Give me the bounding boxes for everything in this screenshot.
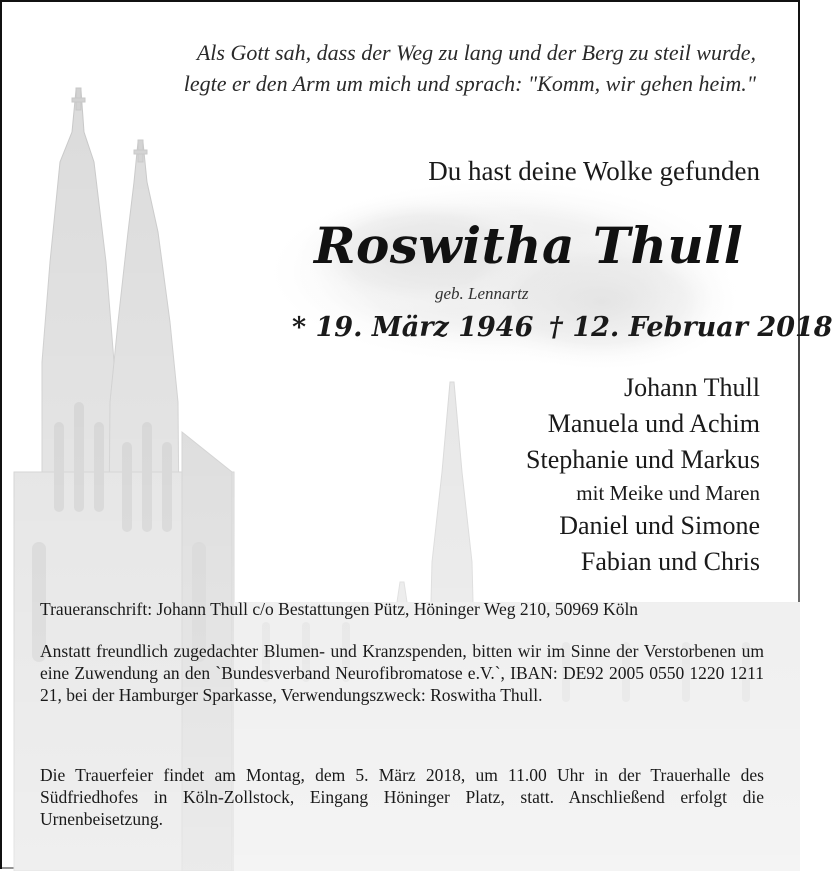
birth-date: * 19. März 1946 <box>292 312 534 343</box>
survivor-line: mit Meike und Maren <box>576 481 760 505</box>
survivor-line: Stephanie und Markus <box>526 445 760 474</box>
quote-line-2: legte er den Arm um mich und sprach: "Komm, wir gehen heim." <box>183 71 756 96</box>
survivor-line: Johann Thull <box>623 373 760 402</box>
survivor-line: Manuela und Achim <box>547 409 760 438</box>
donation-paragraph: Anstatt freundlich zugedachter Blumen- und Kranzspenden, bitten wir im Sinne der Verstorbenen um eine Zuwendung an den `Bundesverband Neurofibromatose e.V.`, IBAN: DE92 2005 0550 1220 1211 21, bei der Hamburger Sparkasse, Verwendungszweck: Roswitha Thull. <box>40 641 764 705</box>
maiden-name: geb. Lennartz <box>435 284 529 303</box>
ceremony-paragraph: Die Trauerfeier findet am Montag, dem 5. März 2018, um 11.00 Uhr in der Trauerhalle des Südfriedhofes in Köln-Zollstock, Eingang Höninger Platz, statt. Anschließend erfolgt die Urnenbeisetzung. <box>40 765 764 829</box>
mourning-address: Traueranschrift: Johann Thull c/o Bestattungen Pütz, Höninger Weg 210, 50969 Köln <box>40 599 639 619</box>
opening-quote <box>184 37 756 99</box>
deceased-name: Roswitha Thull <box>314 216 744 275</box>
survivor-line: Fabian und Chris <box>580 547 760 576</box>
subtitle: Du hast deine Wolke gefunden <box>428 156 760 186</box>
death-date: † 12. Februar 2018 <box>548 312 833 343</box>
survivors-list <box>526 370 760 580</box>
survivor-line: Daniel und Simone <box>559 511 760 540</box>
life-dates <box>292 312 839 343</box>
quote-line-1: Als Gott sah, dass der Weg zu lang und der Berg zu steil wurde, <box>196 40 756 65</box>
